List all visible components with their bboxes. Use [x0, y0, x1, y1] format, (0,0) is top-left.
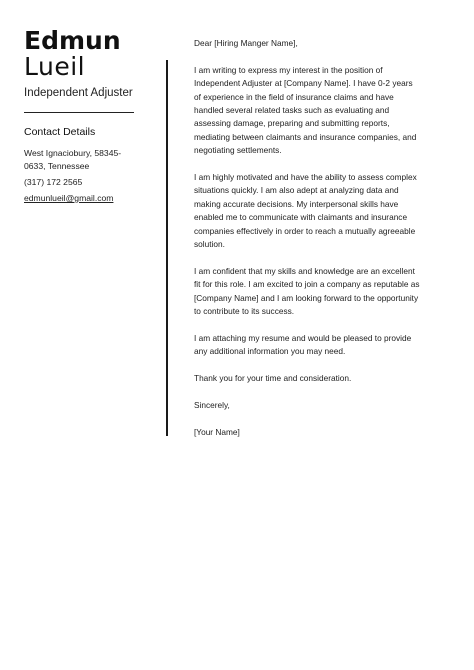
signature: [Your Name] — [194, 426, 240, 437]
left-column — [24, 28, 146, 205]
contact-email-link[interactable]: edmunlueil@gmail.com — [24, 193, 114, 203]
salutation: Dear [Hiring Manger Name], — [194, 38, 298, 48]
letter-body — [194, 37, 420, 452]
letter-paragraph: I am confident that my skills and knowledge are an excellent fit for this role. I am excited to join a company as reputable as [Company Name] and I am looking forward to the opportunity to contribute to its success. — [194, 265, 420, 317]
first-name: Edmun — [24, 26, 121, 55]
last-name: Lueil — [24, 52, 86, 81]
contact-address: West Ignaciobury, 58345-0633, Tennessee — [24, 148, 122, 171]
letter-paragraph: I am highly motivated and have the ability to assess complex situations quickly. I am also adept at analyzing data and making accurate decisions. My interpersonal skills have enabled me to communicate with claimants and insurance companies effectively in order to reach a mutually agreeable solution. — [194, 172, 417, 250]
letter-paragraph: Thank you for your time and consideration. — [194, 373, 352, 384]
closing: Sincerely, — [194, 399, 230, 410]
letter-paragraph: I am writing to express my interest in the position of Independent Adjuster at [Company Name]. I have 0-2 years of experience in the field of insurance claims and have handled several related tasks such as evaluating and assessing damage, preparing and submitting reports, mediating between claimants and insurance companies, and negotiating settlements. — [194, 64, 417, 156]
contact-heading: Contact Details — [24, 126, 96, 138]
contact-phone: (317) 172 2565 — [24, 177, 83, 187]
name-divider — [24, 112, 134, 113]
job-title: Independent Adjuster — [24, 87, 133, 99]
vertical-divider — [166, 60, 168, 436]
letter-paragraph: I am attaching my resume and would be pleased to provide any additional information you may need. — [194, 332, 412, 357]
